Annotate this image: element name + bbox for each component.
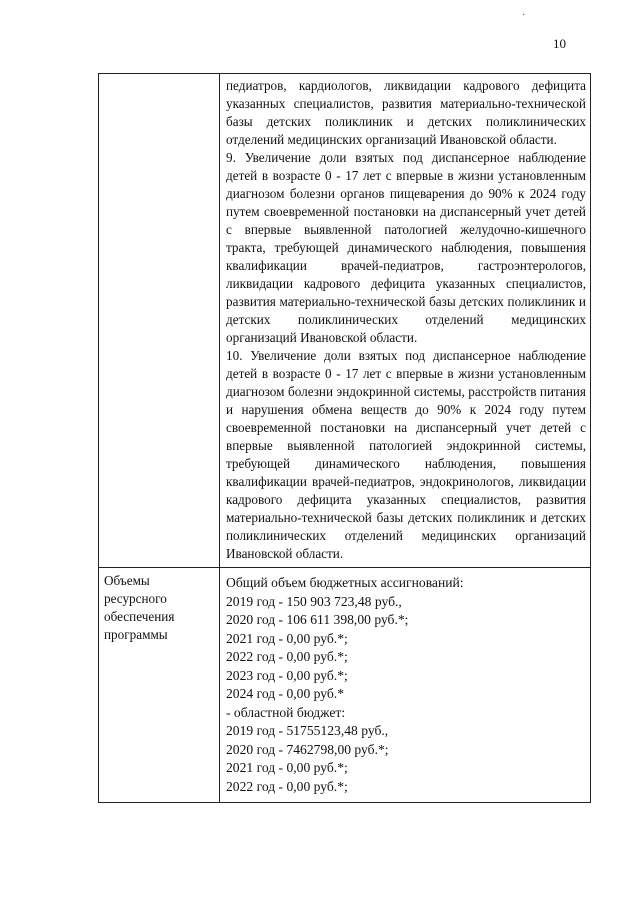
regional-budget-heading: - областной бюджет: [226, 704, 346, 720]
funding-label-line: обеспечения [104, 609, 175, 624]
funding-label-cell [99, 568, 220, 803]
table-row-objectives [99, 74, 591, 568]
corner-mark: · [522, 10, 526, 21]
funding-label-line: Объемы [104, 573, 150, 588]
funding-label-line: программы [104, 627, 168, 642]
objective-item-9: 9. Увеличение доли взятых под диспансерное наблюдение детей в возрасте 0 - 17 лет с впервые в жизни установленным диагнозом болезни органов пищеварения до 90% к 2024 году путем своевременной постановки на диспансерный учет детей с впервые выявленной патологией желудочно-кишечного тракта, требующей динамического наблюдения, повышения квалификации врачей-педиатров, гастроэнтерологов, ликвидации кадрового дефицита указанных специалистов, развития материально-технической базы детских поликлиник и детских поликлинических отделений медицинских организаций Ивановской области. [226, 150, 586, 345]
table-row-funding [99, 568, 591, 803]
funding-line: 2021 год - 0,00 руб.*; [226, 630, 348, 646]
objectives-cell [220, 74, 591, 568]
funding-line: 2024 год - 0,00 руб.* [226, 686, 345, 701]
funding-line: 2019 год - 150 903 723,48 руб., [226, 593, 402, 609]
program-passport-table [98, 73, 591, 803]
funding-line: 2019 год - 51755123,48 руб., [226, 723, 389, 738]
funding-line: 2022 год - 0,00 руб.*; [226, 778, 348, 794]
funding-values-cell [220, 568, 591, 803]
objective-item-10: 10. Увеличение доли взятых под диспансерное наблюдение детей в возрасте 0 - 17 лет с впервые в жизни установленным диагнозом болезни эндокринной системы, расстройств питания и нарушения обмена веществ до 90% к 2024 году путем своевременной постановки на диспансерный учет детей с впервые выявленной патологией эндокринной системы, требующей динамического наблюдения, повышения квалификации врачей-педиатров, эндокринологов, ликвидации кадрового дефицита указанных специалистов, развития материально-технической базы детских поликлиник и детских поликлинических отделений медицинских организаций Ивановской области. [226, 348, 586, 561]
continued-objective-text: педиатров, кардиологов, ликвидации кадрового дефицита указанных специалистов, развития материально-технической базы детских поликлиник и детских поликлинических отделений медицинских организаций Ивановской области. [226, 78, 586, 147]
funding-label-line: ресурсного [104, 591, 167, 606]
funding-total-heading: Общий объем бюджетных ассигнований: [226, 575, 464, 590]
funding-line: 2020 год - 106 611 398,00 руб.*; [226, 612, 409, 627]
funding-line: 2021 год - 0,00 руб.*; [226, 760, 348, 775]
page-number: 10 [553, 36, 566, 51]
funding-line: 2020 год - 7462798,00 руб.*; [226, 741, 389, 757]
funding-line: 2023 год - 0,00 руб.*; [226, 667, 348, 683]
funding-line: 2022 год - 0,00 руб.*; [226, 649, 348, 664]
row-label-cell-empty [99, 74, 220, 568]
